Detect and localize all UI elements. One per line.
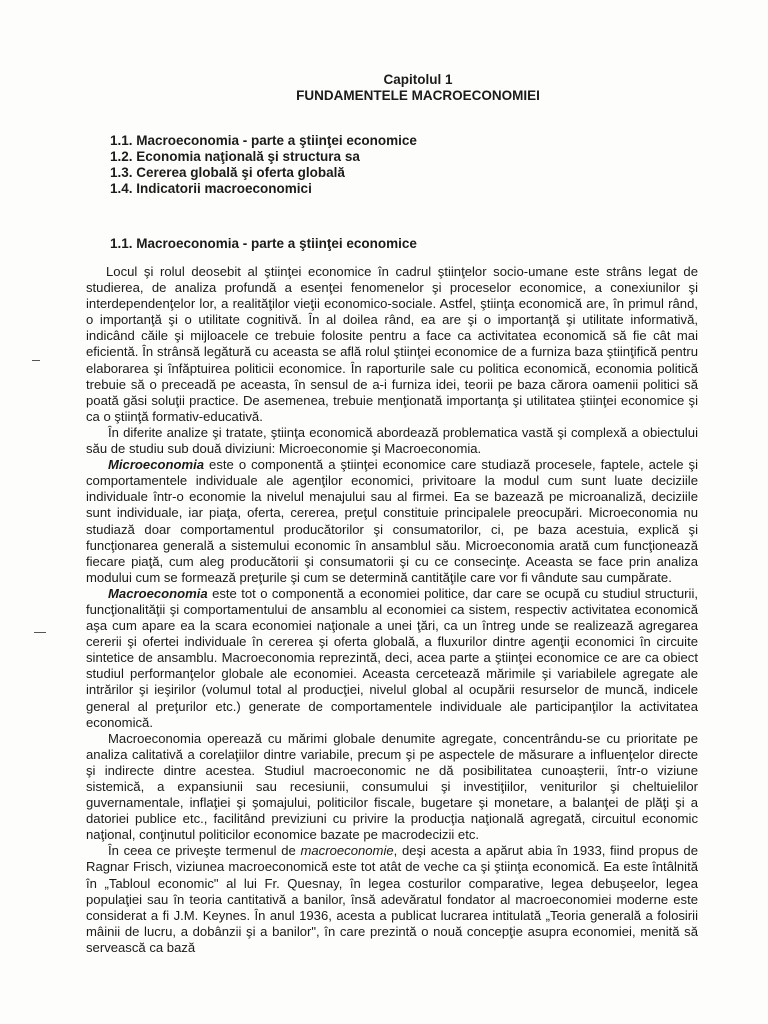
body-text	[86, 264, 698, 956]
toc-item: 1.2. Economia naţională şi structura sa	[110, 149, 360, 164]
paragraph-microeconomics	[86, 457, 698, 586]
term-macroeconomia: Macroeconomia	[108, 585, 208, 601]
term-macroeconomie: macroeconomie	[300, 843, 394, 859]
toc-item: 1.1. Macroeconomia - parte a ştiinţei economice	[110, 133, 417, 148]
chapter-number: Capitolul 1	[383, 72, 453, 87]
chapter-header	[0, 72, 768, 104]
chapter-title: FUNDAMENTELE MACROECONOMIEI	[296, 88, 540, 103]
paragraph-role-of-economics: Locul şi rolul deosebit al ştiinţei economice în cadrul ştiinţelor socio-umane este strâns legat de studierea, de analiza profundă a esenţei fenomenelor şi proceselor economice, a conexiunilor şi interdependenţelor lor, a realităţilor vieţii economico-sociale. Astfel, ştiinţa economică are, în primul rând, o importanţă şi o utilitate cognitivă. În al doilea rând, ea are şi o importanţă şi utilitate informativă, indicând căile şi mijloacele ce trebuie folosite pentru a face ca activitatea economică să fie cât mai eficientă. În strânsă legătură cu aceasta se află rolul ştiinţei economice de a furniza baza ştiinţifică pentru elaborarea şi înfăptuirea politicii economice. În raporturile sale cu politica economică, economia politică trebuie să o preceadă pe aceasta, în sensul de a-i furniza idei, teorii pe baza cărora oamenii politici să poată găsi soluţii practice. De asemenea, trebuie menţionată importanţa şi utilitatea ştiinţei economice şi ca o ştiinţă formativ-educativă.	[86, 264, 698, 424]
term-microeconomia: Microeconomia	[108, 457, 205, 473]
paragraph-aggregates: Macroeconomia operează cu mărimi globale denumite agregate, concentrându-se cu prioritate pe analiza calitativă a corelaţiilor dintre variabile, precum şi pe aspectele de măsurare a influenţelor directe şi indirecte dintre acestea. Studiul macroeconomic ne dă posibilitatea cunoaşterii, într-o viziune sistemică, a expansiunii sau recesiunii, consumului şi investiţiilor, veniturilor şi cheltuielilor guvernamentale, inflaţiei şi şomajului, politicilor fiscale, bugetare şi monetare, a balanţei de plăţi şi a datoriei publice etc., facilitând previziuni cu privire la producţia naţională agregată, circuitul economic naţional, conţinutul politicilor economice bazate pe macrodecizii etc.	[86, 730, 698, 843]
toc-item: 1.3. Cererea globală şi oferta globală	[110, 165, 345, 180]
section-title: 1.1. Macroeconomia - parte a ştiinţei economice	[110, 236, 417, 251]
paragraph-text: este o componentă a ştiinţei economice care studiază procesele, faptele, actele şi comportamentele individuale ale agenţilor economici, privitoare la modul cum sunt luate deciziile individuale într-o economie la nivelul menajului sau al firmei. Ea se bazează pe microanaliză, deciziile sunt individuale, iar piaţa, oferta, cererea, preţul constituie principalele preocupări. Microeconomia nu studiază doar comportamentul producătorilor şi consumatorilor, ci, pe baza acestuia, explică şi funcţionarea generală a sistemului economic în ansamblul său. Microeconomia arată cum funcţionează fiecare piaţă, cum aleg producătorii şi consumatorii şi cu ce consecinţe. Aceasta se face prin analiza modului cum se formează preţurile şi cum se determină cantităţile care vor fi vândute sau cumpărate.	[86, 457, 698, 585]
margin-mark	[32, 360, 40, 361]
table-of-contents	[110, 133, 417, 197]
toc-item: 1.4. Indicatorii macroeconomici	[110, 181, 312, 196]
paragraph-text: este tot o componentă a economiei politice, dar care se ocupă cu studiul structurii, funcţionalităţii şi comportamentului de ansamblu al economiei ca sistem, respectiv activitatea economică aşa cum apare ea la scara economiei naţionale a unei ţări, ca un întreg unde se realizează agregarea cererii şi ofertei individuale în cererea şi oferta globală, a fluxurilor dintre agenţii economici în circuite sintetice de ansamblu. Macroeconomia reprezintă, deci, acea parte a ştiinţei economice ce are ca obiect studiul performanţelor globale ale economiei. Aceasta cercetează mărimile şi variabilele agregate ale intrărilor şi ieşirilor (volumul total al producţiei, nivelul global al ocupării resurselor de muncă, indicele general al preţurilor etc.) generate de comportamentele individuale ale participanţilor la activitatea economică.	[86, 585, 698, 730]
paragraph-text: , deşi acesta a apărut abia în 1933, fiind propus de Ragnar Frisch, viziunea macroeconomică este tot atât de veche ca şi ştiinţa economică. Ea este întâlnită în „Tabloul economic" al lui Fr. Quesnay, în legea costurilor comparative, legea debuşeelor, legea populaţiei sau în teoria cantitativă a banilor, însă adevăratul fondator al macroeconomiei moderne este considerat a fi J.M. Keynes. În anul 1936, acesta a publicat lucrarea intitulată „Teoria generală a folosirii mâinii de lucru, a dobânzii şi a banilor", în care prezintă o nouă concepţie asupra economiei, menită să servească ca bază	[86, 843, 698, 955]
paragraph-history	[86, 843, 698, 956]
paragraph-macroeconomics	[86, 586, 698, 731]
paragraph-text: În ceea ce priveşte termenul de	[108, 843, 301, 859]
paragraph-divisions: În diferite analize şi tratate, ştiinţa economică abordează problematica vastă şi complexă a obiectului său de studiu sub două diviziuni: Microeconomie şi Macroeconomia.	[86, 424, 698, 457]
margin-mark	[34, 632, 46, 633]
